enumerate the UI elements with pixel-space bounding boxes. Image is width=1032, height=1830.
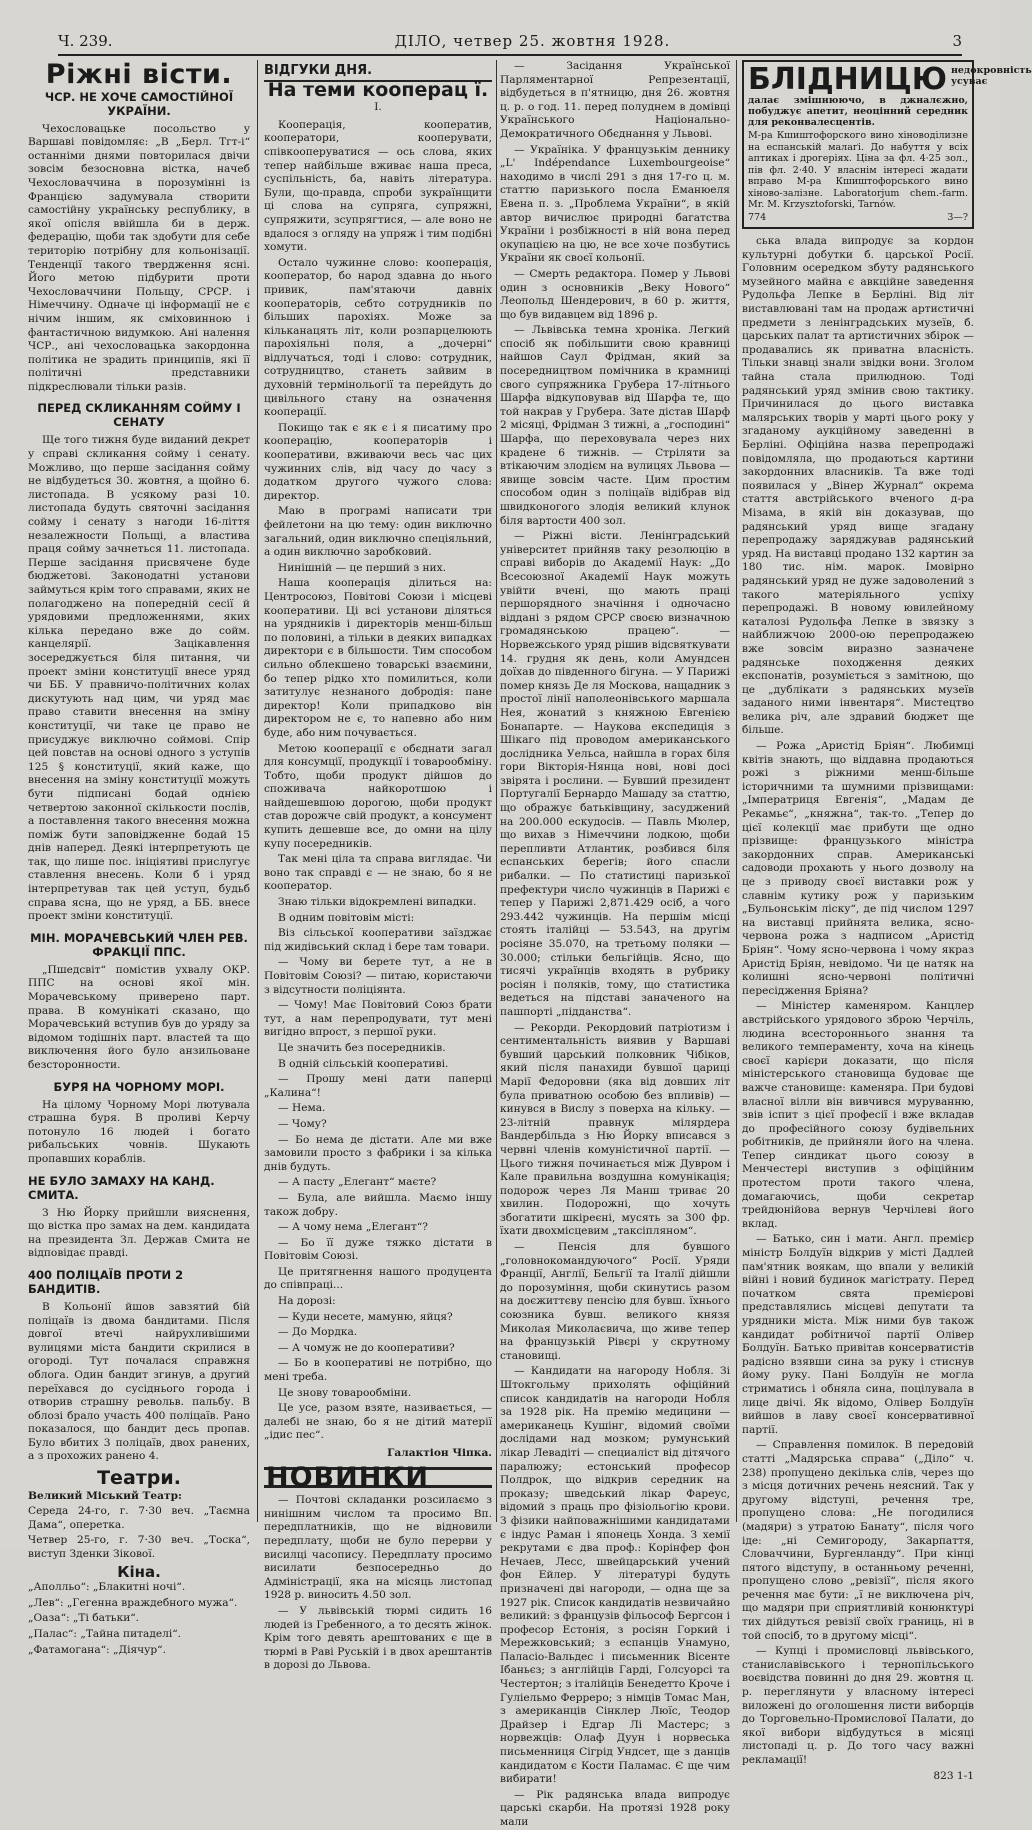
news-item: — Кандидати на нагороду Нобля. Зі Штокгольму прихолять офіційний список кандидатів на нагороди Нобля за 1928 рік. На премію медицини — американець Кушінг, відомий своїми дослідами над мозком; румунський лікар Левадіті — специаліст від дітячого паралюжу; естонський професор Полдрок, що відкрив середник на проказу; шведський лікар Фареус, відомий з праць про фізіольогію крови. З фізики найповажнішими кандидатами є індус Раман і японець Хонда. З хемії рекрутами є два проф.: Корінфер фон Нечаев, Лесс, швейцарський учений фон Ейлер. У літературі будуть призначені дві нагороди, — одна ще за 1927 рік. Список кандидатів незвичайно великий: з французів фільософ Бергсон і професор Естонія, з росіян Горкий і Мережковський; з еспанців Унамуно, Паласіо-Вальдес і письменник Вісенте Ібаньєз; з англійців Гарді, Голсуорсі та Честертон; з італійців Бенедетто Кроче і Гуліельмо Ферреро; з німців Томас Ман, з американців Сінклер Люїс, Теодор Драйзер і Едгар Лі Мастерс; з норвежців: Олаф Дуун і норвеська письменниця Сігрід Ундсет, ще з данців кандидатом є Кости Паламас. Є ще чим вибирати! <box>500 1365 730 1786</box>
article-text: „Пшедсвіт“ помістив ухвалу ОКР. ППС на основі якої мін. Морачевському приверено парт. права. В комунікаті сказано, що Морачевський вступив був до уряду за відомом тодішніх парт. властей та що виключення його було анзильоване безсторонности. <box>28 963 250 1071</box>
article-text: З Ню Йорку прийшли вияснення, що вістка про замах на дем. кандидата на президента Зл. Держав Смита не відповідає правді. <box>28 1206 250 1260</box>
article-text: Це усе, разом взяте, називається, — далебі не знаю, бо я не дітий матерії „ідис пес“. <box>264 1402 492 1442</box>
ad-number: 3—? <box>947 211 968 223</box>
article-text: Маю в програмі написати три фейлетони на цю тему: один виключно загальний, один виключно спеціяльний, а один виключно заробковий. <box>264 505 492 559</box>
article-text: На дорозі: <box>278 1295 336 1308</box>
cinema-listing: „Лев“: „Гегенна враждебного мужа“. <box>28 1596 238 1609</box>
article-text: — Прошу мені дати паперці „Калина“! <box>264 1073 492 1099</box>
article-text: — Бо нема де дістати. Але ми вже замовили просто з фабрики і за кілька днів будуть. <box>264 1133 492 1173</box>
ad-subheadline: недокровність усуває <box>950 65 1032 87</box>
article-text: Покищо так є як є і я писатиму про кооперацію, кооператорів і кооперативи, вживаючи весь час цих чужинних слів, від часу до часу з додатком другого чужого слова: директор. <box>264 421 492 502</box>
article-title: ПЕРЕД СКЛИКАННЯМ СОЙМУ І СЕНАТУ <box>37 401 241 430</box>
ad-number: 774 <box>748 211 767 223</box>
news-item: — Рекорди. Рекордовий патріотизм і сентиментальність виявив у Варшаві бувший царський полковник Чібіков, який після панахиди бувшої цариці Марії Федоровни (яка від довших літ була приватною особою без впливів) — кинувся в Вислу з поверха на кільку. — 23-літній правнук мілярдера Вандербільда з Ню Йорку вписався з червні членів комуністичної партії. — Цього тижня починається між Дувром і Кале правильна воздушна комунікація; подорож через Ля Манш триває 20 хвилин. Подорожні, що хочуть збогатити шкіреєні, мусять за 300 фр. їхати двохмісцевим „таксіпляном“. <box>500 1021 730 1238</box>
cinema-title: Кіна. <box>117 1562 161 1581</box>
news-item: — Батько, син і мати. Англ. премієр міністр Болдуїн відкрив у місті Дадлей пам'ятник воякам, що впали у великій війні і новий будинок магістрату. Перед початком свята премієрові представлялись місцеві депутати та урядники міста. Між ними був також кандидат робітничої партії Олівер Болдуїн. Батько привітав консерватистів радісно взявши сина за руку і стиснув йому руку. Пані Болдуїн не могла стриматись і обняла сина, поцілувала в лице двічі. Як відомо, Олівер Болдуїн вийшов в лаву своєї консервативної партії. <box>742 1233 974 1436</box>
column-news <box>28 59 250 1656</box>
article-text: Чехословацьке посольство у Варшаві повідомляє: „В „Берл. Тгт-і“ останніми днями повторилася двічи зовсім безосновна вістка, начеб Чехословаччина в порозумінні із Францією задумувала створити самостійну українську республику, в якої опісля ввійшла би в держ. федерацію, щоби так здобути для себе територію потрібну для кольонізації. Тенденції такого твердження ясні. Його метою підбурити проти Чехословаччини Польщу, СРСР. і Німеччину. Одначе ці інформації не є нічим іншим, як сміховинною і фантастичною видумкою. Ані налення ЧСР., ані чехословацька закордонна політика не зрадить принципів, які її політичні представники підкреслювали тільки разів. <box>28 122 250 393</box>
article-title: ЧСР. НЕ ХОЧЕ САМОСТІЙНОЇ УКРАЇНИ. <box>44 89 234 118</box>
article-text: Знаю тільки відокремлені випадки. <box>278 896 477 909</box>
article-text: — А пасту „Елегант“ маєте? <box>278 1176 437 1189</box>
page-number: 3 <box>952 32 962 50</box>
news-section-title: НОВИНКИ <box>264 1467 492 1489</box>
article-text: — До Мордка. <box>278 1326 358 1339</box>
ad-headline: БЛІДНИЦЮ <box>748 62 947 97</box>
issue-number: Ч. 239. <box>58 32 113 50</box>
ad-code: 823 1-1 <box>933 1769 974 1782</box>
article-title: МІН. МОРАЧЕВСЬКИЙ ЧЛЕН РЕВ. ФРАКЦІЇ ППС. <box>30 930 248 959</box>
advertisement-box <box>742 60 1032 229</box>
article-text: — Бо в кооперативі не потрібно, що мені треба. <box>264 1357 492 1384</box>
article-text: — А чому нема „Елегант“? <box>278 1221 428 1234</box>
column-divider <box>496 60 497 1522</box>
news-item: — Смерть редактора. Помер у Львові один з основників „Веку Нового“ Леопольд Шендерович, в 60 р. життя, що був видавцем від 1896 р. <box>500 267 730 321</box>
article-text: Це значить без посередників. <box>278 1041 446 1054</box>
article-text: — У львівській тюрмі сидить 16 людей із Гребенного, а то десять жінок. Крім того девять арештованих є ще в тюрмі в Раві Руській і в двох арештантів в дорозі до Львова. <box>264 1604 492 1672</box>
theatre-listing: Середа 24-го, г. 7·30 веч. „Таємна Дама“, оперетка. <box>28 1505 250 1531</box>
column-ad-and-news <box>742 60 1032 1782</box>
article-text: Кооперація, кооператив, кооператори, кооперувати, співкооперуватися — ось слова, яких тепер найбільше вживає наша преса, суспільність, ба, навіть література. Були, що-правда, спроби зукраїнщити ці слова на супряга, супряжні, супряжити, зсупрягтися, — але воно не вдалося з огляду на упряж і тим подібні хомути. <box>264 118 492 254</box>
news-item: — Львівська темна хроніка. Легкий спосіб як побільшити свою кравниці найшов Саул Фрідман, який за посередництвом помічника в крамниці свого супряжника Грубера 17-літнього Шарфа відкуповував від Шарфа те, що той накрав у Грубера. Зате дістав Шарф 2 місяці, Фрідман 3 тижні, а „господині“ Шарфа, що переховувала через них крадене 6 тижнів. — Стріляти за втікаючим злодієм на вулицях Львова — явище зовсім часте. Цим простим способом один з поліцаїв відібрав від швидконогого злодія великий клунок біля вартости 400 зол. <box>500 324 730 527</box>
cinema-listing: „Палас“: „Тайна питаделі“. <box>28 1628 182 1640</box>
news-item: — Пенсія для бувшого „головнокомандуючого“ Росії. Уряди Франції, Англії, Бельгії та Італії дійшли до порозуміння, щоби скинутись разом на доєжиттєву пенсію для бувш. їхнього союзника бувш. великого князя Миколая Миколаєвича, що живе тепер на французькій Рівєрі у скрутному становищі. <box>500 1241 730 1362</box>
news-item: — Рік радянська влада випродує царські скарби. На протязі 1928 року мали <box>500 1788 730 1828</box>
article-text: В одній сільській кооперативі. <box>278 1057 449 1070</box>
article-text: В Кольонії йшов завзятий бій поліцаїв із двома бандитами. Після довгої втечі найрухливішими вулицями міста бандити скрилися в огороді. Тут почалася справжня облога. Один бандит згинув, а другий переїхався до сусіднього города і отворив страшну револьв. пальбу. В облозі брало участь 400 поліцаїв. Рано показалося, що бандит десь пропав. Було вбитих 3 поліцаїв, двох ранених, а з прохожих ранено 4. <box>28 1300 250 1463</box>
article-text: — Була, але вийшла. Маємо іншу також добру. <box>264 1191 492 1218</box>
ad-claim: далає змішнюючо, в джналєжно, побуджує апетит, неоцінний середник для реконвалесцентів. <box>748 95 968 128</box>
part-number: I. <box>374 101 382 114</box>
cinema-listing: „Фатамоганa“: „Діячур“. <box>28 1643 166 1656</box>
article-text: — Куди несете, мамуню, яйця? <box>278 1310 453 1323</box>
theatre-listing: Четвер 25-го, г. 7·30 веч. „Тоска“, виступ Зденки Зікової. <box>28 1534 250 1561</box>
cinema-listing: „Аполльо“: „Блакитні ночі“. <box>28 1581 186 1594</box>
column-news-items <box>500 60 730 1828</box>
section-title-news: Ріжні вісти. <box>45 59 233 90</box>
masthead-date: ДІЛО, четвер 25. жовтня 1928. <box>394 32 671 50</box>
column-divider <box>257 60 258 1522</box>
article-title: НЕ БУЛО ЗАМАХУ НА КАНД. СМИТА. <box>28 1173 215 1202</box>
news-item: — Засідання Української Парляментарної Репрезентації, відбудеться в п'ятницю, дня 26. жовтня ц. р. о год. 11. перед полуднем в домівці Українського Національно-Демократичного Обєднання у Львові. <box>500 60 730 140</box>
article-text: — Бо її дуже тяжко дістати в Повітовім Союзі. <box>264 1236 492 1263</box>
column-feuilleton <box>264 60 492 1672</box>
article-text: — Нема. <box>278 1102 326 1115</box>
article-text: — Чому! Має Повітовий Союз брати тут, а нам перепродувати, тут мені вигідно впрост, з першої руки. <box>264 999 492 1039</box>
author-signature: Галактіон Чіпка. <box>387 1447 492 1459</box>
article-text: Це притягнення нашого продуцента до співпраці... <box>264 1265 492 1292</box>
rubric-heading: ВІДГУКИ ДНЯ. <box>264 64 492 82</box>
article-text: Метою кооперації є обєднати загал для консумції, продукції і товарообміну. Тобто, щоби продукт дійшов до споживача найкоротшою і найдешевшою дорогою, щоби продукт став дорожче свій продукт, а консумент купить дешевше все, до омни на цілу купу посередників. <box>264 742 492 850</box>
article-text: На цілому Чорному Морі лютувала страшна буря. В проливі Керчу потонуло 16 людей і богато рибальських човнів. Шукають пропавших кораблів. <box>28 1098 250 1165</box>
article-text: — Почтові складанки розсилаємо з нинішним числом та просимо Вп. передплатників, що не відновили передплату, щоби не було перерви у висилці часопису. Передплату просимо висилати безпосередньо до Адміністрації, яка на місяць листопад 1928 р. виносить 4.50 зол. <box>264 1494 492 1602</box>
article-text: Це знову товарообміни. <box>278 1386 412 1399</box>
article-text: Ще того тижня буде виданий декрет у справі скликання сойму і сенату. Можливо, що перше засідання сойму не відбудеться 30. жовтня, а щойно 6. листопада. В усякому разі 10. листопада будуть святочні засідання сойму і сенату з нагоди 16-ліття незалежности Польщі, а властива праця сойму зачнеться 11. листопада. Перше засідання присвячене буде бюджетові. Законодатні установи займуться крім того справами, яких не полагоджено на попередній сесії й урядовими предложеннями, яких кілька передано вже до сойм. канцелярії. Зацікавлення зосереджується біля питання, чи проект зміни конституції внесе уряд чи ББ. У правничо-політичних колах дискутують над цим, чи уряд має право ставити внесення на зміну конституції, чи таке це право не присуджує виключно соймові. Спір цей повстав на основі одного з уступів 125 § конституції, який каже, що внесення на зміну конституції можуть бути підписані бодай однією четвертою законної скількости послів, а поставлення такого внесення можна поміж бути заповідженне бодай 15 днів наперед. Деякі інтерпретують це так, що лише пос. ініціятиві прислугує ставлення внесень. Коли б і уряд інтерпретував так цей уступ, будьб справа ясна, що не уряд, а ББ. внесе проект зміни конституції. <box>28 434 250 923</box>
article-text: Нинішній — це перший з них. <box>278 561 446 574</box>
article-text: Так мені ціла та справа виглядає. Чи воно так справді є — не знаю, бо я не кооператор. <box>264 853 492 893</box>
article-text: — А чомуж не до кооперативи? <box>278 1341 455 1354</box>
news-item: — Міністер каменяром. Канцлер австрійського урядового зброю Черчіль, людина всестороннього знання та великого темпераменту, хоча на кінець своєї карієри доказати, що після міністерського становища будоває ще важче становище: каменяра. При будові власної вілли він вивчився муруванню, звів іспит з цієї професії і вже вкладав до професійного союзу будівельних робітників, де прийняли його на члена. Тепер синдикат цього союзу в Менчестері виступив з офіційним протестом проти такого члена, домагаючись, щоби секретар трейдюнійова вернув Черчілеві його вклад. <box>742 1000 974 1230</box>
article-text: Остало чужинне слово: кооперація, кооператор, бо народ здавна до нього привик, пам'ятаючи давніх кооператорів, себто сотрудників по більших парохіях. Може за кільканацять літ, коли розпарцелюють парохіяльні поля, а „дочерні“ відлучаться, тоді і слово: сотрудник, сотрудництво, станеть зайвим в духовній термінольогії та перейдуть до цивільного стану на означення кооперації. <box>264 256 492 419</box>
article-title: БУРЯ НА ЧОРНОМУ МОРІ. <box>53 1079 225 1094</box>
article-text: — Чому? <box>278 1117 327 1130</box>
ad-body: М-ра Кшиштофорского вино хіноводілизне на еспанській малаґі. До набуття у всіх аптиках і дрогеріях. Ціна за фл. 4·25 зол., пів фл. 2·40. У власнім інтересі жадати вправо М-ра Кшиштофорського вино хіново-залізне. Laboratorjum chem.-farm. Mr. M. Krzysztoforski, Tarnów. <box>748 130 968 210</box>
article-title: 400 ПОЛІЦАЇВ ПРОТИ 2 БАНДИТІВ. <box>28 1267 184 1296</box>
news-item: ська влада випродує за кордон культурні добутки б. царської Росії. Головним осередком збуту радянського музейного майна є авкційне заведення Рудольфа Лепке в Берліні. Від літ виставлювані там на продаж артистичні предмети з ленінградських музеїв, б. царських палат та артистичних збірок — продавались як приватна власність. Тільки знавці знали звідки вони. Зголом тайна стала прилюдною. Тоді радянський уряд змінив свою тактику. Причинилася до цього виставка малярських творів у марті цього року у згаданому аукційному заведенні в Берліні. Офіційна назва перепродажі повідомляла, що продаються картини закордонних власників. Та вже тоді появилася у „Вінер Журнал“ окрема стаття австрійського вченого д-ра Мізама, в якій він доказував, що радянський уряд вище згадану перепродажу заряджував радянський уряд. На виставці продано 132 картин за 180 тис. нім. марок. Імовірно радянський уряд не дуже задоволений з такого матеріяльного успіху перепродажі. В новому ювилейному каталозі Рудольфа Лепке в звязку з найближчою 2000-ою перепродажею вже зовсім виразно зазначене радянське походження деяких експонатів, розуміється з замітною, що це „дублікати з радянських музеїв заданого ними інвентаря“. Мистецтво велика річ, але здравий бюджет ще більше. <box>742 235 974 737</box>
article-text: — Чому ви берете тут, а не в Повітовім Союзі? — питаю, користаючи з відсутности поліціянта. <box>264 956 492 996</box>
feuilleton-title: На теми кооперац ї. <box>267 78 489 101</box>
page-header <box>58 32 962 56</box>
cinema-listing: „Оаза“: „Ті батьки“. <box>28 1612 140 1625</box>
news-item: — Купці і промисловці львівського, станиславівського і тернопільського воєвідства повинні до дня 29. жовтня ц. р. переглянути у власному інтересі виложені до оголошення листи виборців до Торговельно-Промислової Палати, до якої вибори відбудуться в місяці листопаді ц. р. До того часу важні рекламації! <box>742 1645 974 1766</box>
article-text: Наша кооперація ділиться на: Центросоюз, Повітові Союзи і місцеві кооперативи. Ці всі установи діляться на урядників і директорів менш-більш по половині, а тільки в деяких випадках директори є в більшости. Тим способом сильно облекшено товарські взаємини, бо тепер рідко хто помилиться, коли затитулує незнаного добродія: пане директор! Коли припадково він директором не є, то напевно або ним буде, або ним почувається. <box>264 577 492 739</box>
news-item: — Рожа „Аристід Бріян“. Любимці квітів знають, що віддавна продаються рожі з ріжними менш-більше історичними та шумними прізвищами: „Імператриця Евгенія“, „Мадам де Рекамьє“, „княжна“, так-то. „Тепер до цієї колекції має прибути ще одно прізвище: французького міністра закордонних справ. Американські садоводи прохають у нього дозволу на це з приводу своєї виставки рож у славнім кутику рож у паризьким „Бульонськім ліску“, де під числом 1297 на виставці прийнята велика, ясно-червона рожа з надписом „Аристід Бріян“. Чому ясно-червона і чому якраз Аристід Бріян, невідомо. Чи це натяк на колишні ясно-червоні політичні пересідження Бріяна? <box>742 740 974 997</box>
news-item: — Справлення помилок. В передовій статті „Мадярська справа“ („Діло“ ч. 238) пропущено декілька слів, через що з місця дотичних речень неясний. Так у другому відступі, речення тре, пропущено слова: „Не погодилися (мадяри) з утратою Банату“, після чого іде: „ні Семигороду, Закарпаття, Словаччини, Бургенланду“. При кінці пятого відступу, в останньому реченні, пропущено слово „ревізії“, після якого речення має бути: „ї не виключена річ, що мадяри при сприятливій конюнктурі тих дійдуться ревізії своїх границь, ні в той спосіб, то в другому місці“. <box>742 1439 974 1642</box>
theatres-title: Театри. <box>97 1467 181 1490</box>
column-divider <box>736 60 737 1522</box>
article-text: Віз сільської кооперативи заїзджає під жидівський склад і бере там товари. <box>264 927 492 953</box>
news-item: — Україніка. У французькім деннику „L' Indépendance Luxembourgeoise“ находимо в числі 291 з дня 17-го ц. м. статтю паризького посла Еманюеля Евена п. з. „Проблема України“, в якій автор вичислює природні багатства України і розбіжності в ній вона перед окупацією на цю, не все хоче позбутись України як своєї кольонії. <box>500 143 730 265</box>
news-item: — Ріжні вісти. Ленінградський університет прийняв таку резолюцію в справі виборів до Академії Наук: „До Всесоюзної Академії Наук можуть увійти вчені, що мають праці першорядного значіння і одночасно віддані з рядом СРСР своєю визначною громадянською працею“. — Норвежського уряд рішив відсвяткувати 14. грудня як день, коли Амундсен доїхав до південного бігуна. — У Парижі помер князь Де ля Москова, нащадник з простої лінії наполеонівського маршала Нея, жонатий з княжною Евгенією Бонапарте. — Наукова експедиція з Шікаго під проводом американського дослідника Уельса, найшла в горах біля гори Вікторія-Нянца нові, нові досі звірята і рослини. — Бувший президент Португалії Бернардо Машаду за статтю, що ображує батьківщину, засуджений на 200.000 ескудосів. — Павль Мюлер, що вихав з Німеччини лодкою, щоби перепливти Атлантик, розбився біля еспанських берегів; його спасли рибалки. — По статистиці паризької префектури число чужинців в Парижі є тепер у Парижі 2,871.429 осіб, а чого 293.442 чужинців. На першім місці стоять італійці — 53.543, на другім росіяне 35.070, на третьому поляки — 30.000; стільки бельгійців. Ясно, що тисячі українців входять в рубрику росіян і поляків, тому, що статистика ведеться на підставі заначеного на пашпорті „підданства“. <box>500 530 730 1018</box>
article-text: В одним повітовім місті: <box>278 911 415 924</box>
theatre-name: Великий Міський Театр: <box>28 1489 182 1502</box>
